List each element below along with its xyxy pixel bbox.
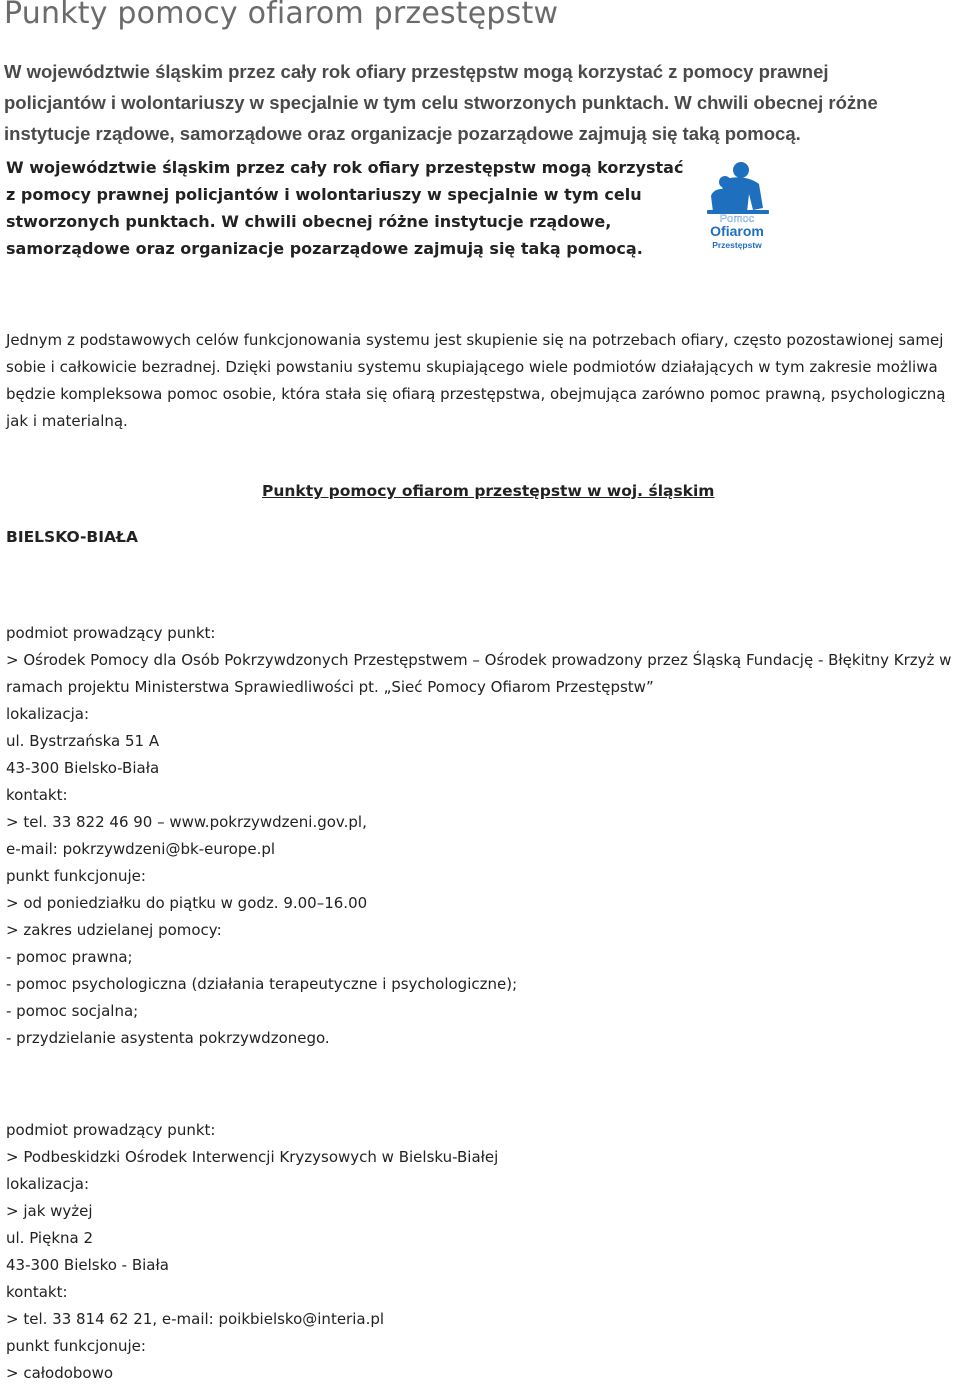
point-scope-item: - przydzielanie asystenta pokrzywdzonego. (6, 1029, 330, 1047)
point-label-operator: podmiot prowadzący punkt: (6, 624, 216, 642)
point-hours: > od poniedziałku do piątku w godz. 9.00–16.00 (6, 894, 368, 912)
point-street: ul. Bystrzańska 51 A (6, 732, 160, 750)
point-postal-city: 43-300 Bielsko - Biała (6, 1256, 169, 1274)
pomoc-ofiarom-logo (703, 160, 771, 256)
point-location-note: > jak wyżej (6, 1202, 93, 1220)
point-scope-item: - pomoc prawna; (6, 948, 133, 966)
point-hours: > całodobowo (6, 1364, 114, 1382)
help-point-block (6, 620, 958, 1052)
lead-paragraph: W województwie śląskim przez cały rok ofiary przestępstw mogą korzystać z pomocy prawnej policjantów i wolontariuszy w specjalnie w tym celu stworzonych punktach. W chwili obecnej różne instytucje rządowe, samorządowe oraz organizacje pozarządowe zajmują się taką pomocą. (4, 61, 878, 144)
point-label-hours: punkt funkcjonuje: (6, 1337, 146, 1355)
logo-text-line2: Ofiarom (710, 223, 764, 239)
logo-text-line1: Pomoc (719, 213, 755, 225)
point-label-location: lokalizacja: (6, 1175, 90, 1193)
city-heading: BIELSKO-BIAŁA (6, 528, 138, 546)
point-label-contact: kontakt: (6, 1283, 68, 1301)
point-label-location: lokalizacja: (6, 705, 90, 723)
page-title: Punkty pomocy ofiarom przestępstw (4, 0, 559, 31)
point-postal-city: 43-300 Bielsko-Biała (6, 759, 160, 777)
point-email: e-mail: pokrzywdzeni@bk-europe.pl (6, 840, 276, 858)
help-point-block (6, 1117, 958, 1387)
point-label-contact: kontakt: (6, 786, 68, 804)
point-scope-item: - pomoc socjalna; (6, 1002, 139, 1020)
point-operator-name: > Podbeskidzki Ośrodek Interwencji Kryzysowych w Bielsku-Białej (6, 1148, 499, 1166)
point-label-hours: punkt funkcjonuje: (6, 867, 146, 885)
point-phone-web: > tel. 33 822 46 90 – www.pokrzywdzeni.gov.pl, (6, 813, 367, 831)
figures-icon (707, 162, 769, 214)
point-operator-name: > Ośrodek Pomocy dla Osób Pokrzywdzonych Przestępstwem – Ośrodek prowadzony przez Śląską Fundację - Błękitny Krzyż w ramach projektu Ministerstwa Sprawiedliwości pt. „Sieć Pomocy Ofiarom Przestępstw” (6, 651, 952, 696)
logo-text-line3: Przestępstw (712, 240, 762, 250)
lead-paragraph-repeat: W województwie śląskim przez cały rok ofiary przestępstw mogą korzystać z pomocy prawnej policjantów i wolontariuszy w specjalnie w tym celu stworzonych punktach. W chwili obecnej różne instytucje rządowe, samorządowe oraz organizacje pozarządowe zajmują się taką pomocą. (6, 158, 684, 258)
point-street: ul. Piękna 2 (6, 1229, 94, 1247)
point-phone-email: > tel. 33 814 62 21, e-mail: poikbielsko@interia.pl (6, 1310, 385, 1328)
point-label-operator: podmiot prowadzący punkt: (6, 1121, 216, 1139)
point-scope-item: - pomoc psychologiczna (działania terapeutyczne i psychologiczne); (6, 975, 518, 993)
section-heading: Punkty pomocy ofiarom przestępstw w woj. śląskim (262, 482, 715, 500)
point-label-scope: > zakres udzielanej pomocy: (6, 921, 222, 939)
body-paragraph: Jednym z podstawowych celów funkcjonowania systemu jest skupienie się na potrzebach ofiary, często pozostawionej samej sobie i całkowicie bezradnej. Dzięki powstaniu systemu skupiającego wiele podmiotów działających w tym zakresie możliwa będzie kompleksowa pomoc osobie, która stała się ofiarą przestępstwa, obejmująca zarówno pomoc prawną, psychologiczną jak i materialną. (6, 331, 946, 430)
